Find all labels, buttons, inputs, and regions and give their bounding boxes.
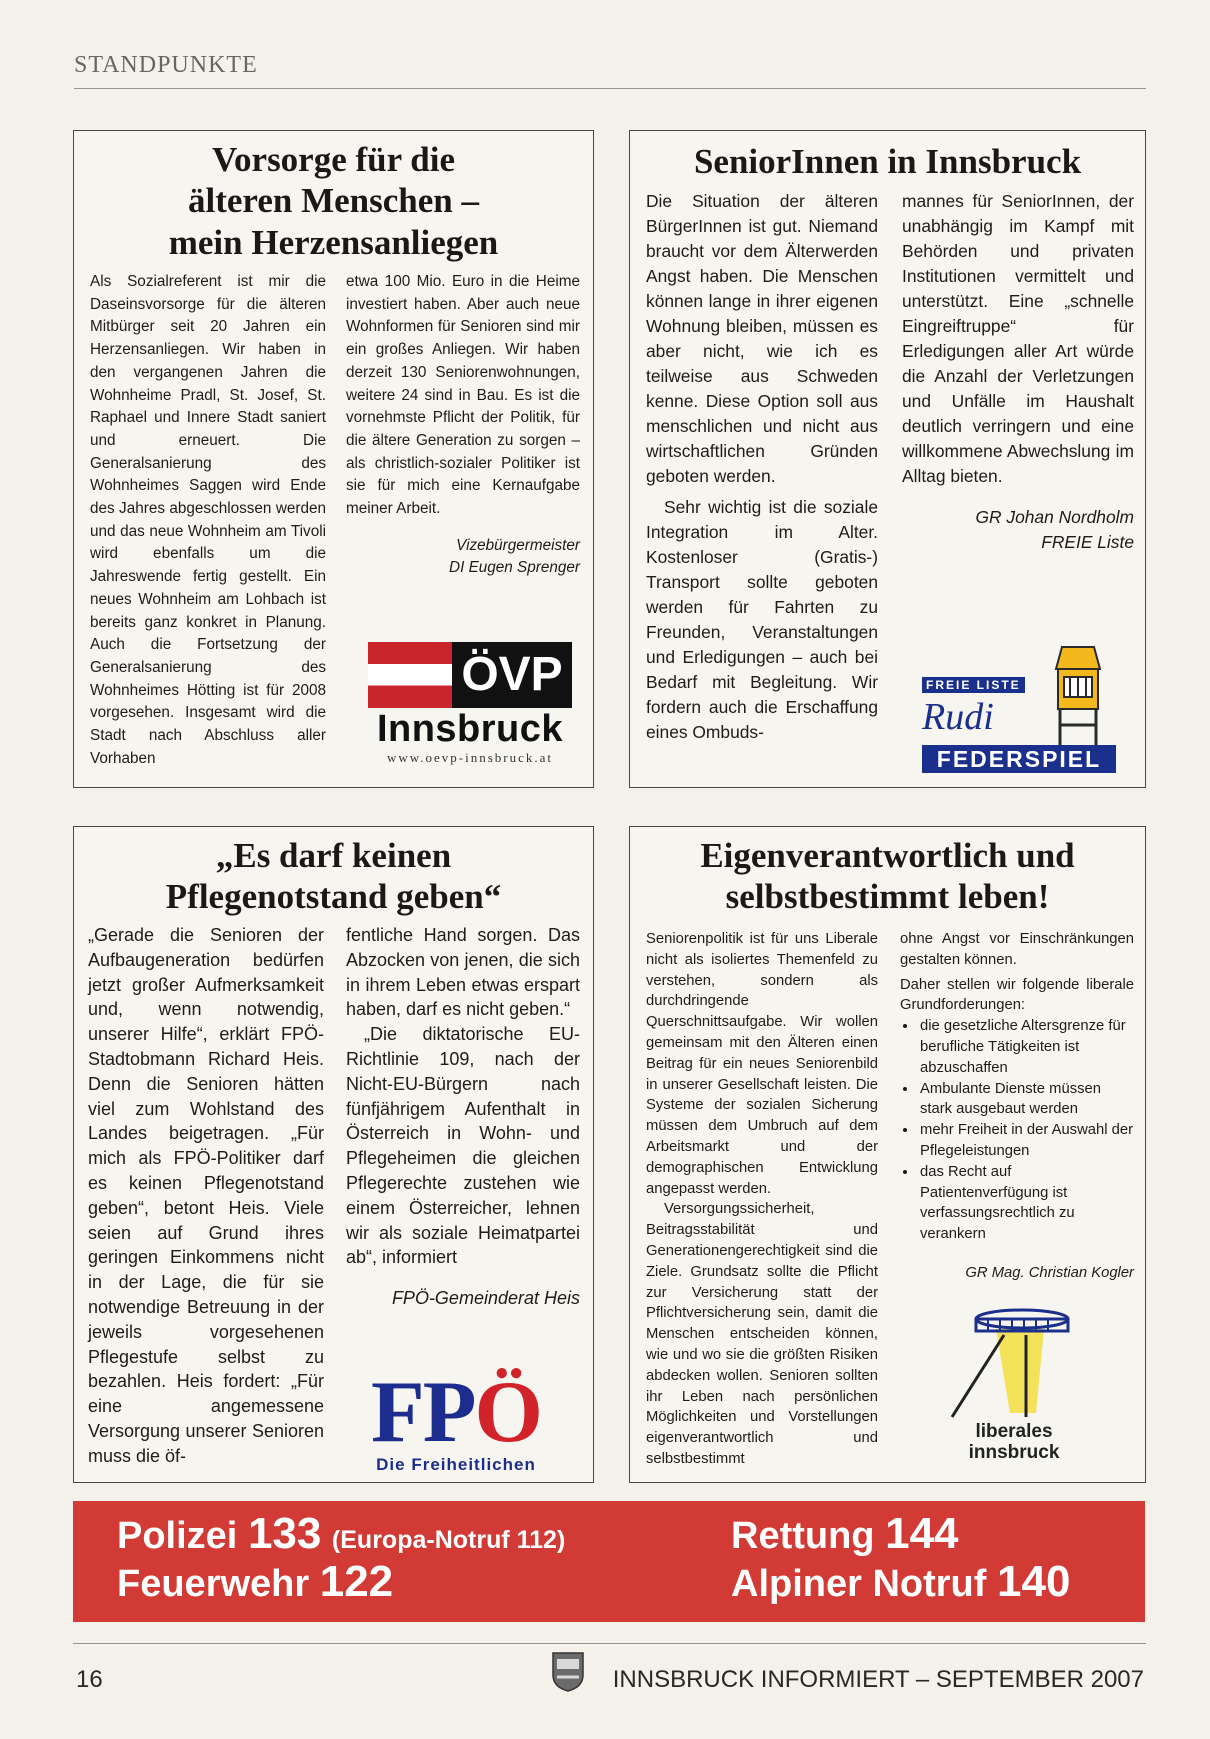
austrian-flag-icon bbox=[368, 642, 452, 708]
fpo-logo: FPÖ Die Freiheitlichen bbox=[371, 1364, 541, 1474]
list-item: • die gesetzliche Altersgrenze für berufliche Tätigkeiten ist abzuschaffen bbox=[918, 1016, 1134, 1078]
article-fpo-column-2: fentliche Hand sorgen. Das Abzocken von jenen, die sich in ihrem Leben etwas erspart haben, darf es nicht geben.“ „Die diktatorische EU-Richtlinie 109, nach der Nicht-EU-Bürgern nach fünfjährigem Aufenthalt in Österreich in Wohn- und Pflegeheimen die gleichen Pflegerechte zustehen wie einem Österreicher, lehnen wir als soziale Heimatpartei ab“, informiert FPÖ-Gemeinderat Heis bbox=[346, 923, 580, 1311]
article-freie-column-2: mannes für SeniorInnen, der unabhängig im Kampf mit Behörden und privaten Institutionen vermittelt und unterstützt. Eine „schnelle Eingreiftruppe“ für Erledigungen aller Art würde die Anzahl der Verletzungen und Unfälle im Haushalt deutlich verringern und eine willkommene Abwechslung im Alltag bieten. GR Johan Nordholm FREIE Liste bbox=[902, 189, 1134, 555]
article-freie bbox=[629, 130, 1146, 788]
article-liberal-column-2: ohne Angst vor Einschränkungen gestalten können. Daher stellen wir folgende liberale Grundforderungen: • die gesetzliche Altersgrenze für berufliche Tätigkeiten ist abzuschaffen • Ambulante Dienste müssen stark ausgebaut werden • mehr Freiheit in der Auswahl der Pflegeleistungen • das Recht auf Patientenverfügung ist verfassungsrechtlich zu verankern GR Mag. Christian Kogler bbox=[900, 929, 1134, 1284]
emergency-polizei: Polizei 133 (Europa-Notruf 112) bbox=[117, 1509, 566, 1558]
article-freie-column-1: Die Situation der älteren BürgerInnen ist gut. Niemand braucht vor dem Älterwerden Angst haben. Die Menschen können lange in ihrer eigenen Wohnung bleiben, müssen es aber nicht, wie ich es teilweise aus Schweden kenne. Diese Option soll aus menschlichen und nicht aus wirtschaftlichen Gründen geboten werden. Sehr wichtig ist die soziale Integration im Alter. Kostenloser (Gratis-) Transport sollte geboten werden für Fahrten zu Freunden, Veranstaltungen und Erledigungen – auch bei Bedarf mit Begleitung. Wir fordern auch die Erschaffung eines Ombuds- bbox=[646, 191, 878, 742]
publication-title: INNSBRUCK INFORMIERT – SEPTEMBER 2007 bbox=[612, 1666, 1144, 1693]
list-item: • Ambulante Dienste müssen stark ausgebaut werden bbox=[918, 1079, 1134, 1121]
city-crest-icon bbox=[551, 1651, 585, 1693]
article-fpo-title: „Es darf keinen Pflegenotstand geben“ bbox=[165, 836, 502, 917]
section-heading: STANDPUNKTE bbox=[74, 52, 258, 78]
article-liberal bbox=[629, 826, 1146, 1483]
article-freie-signature: GR Johan Nordholm FREIE Liste bbox=[975, 507, 1134, 552]
freie-liste-logo: FREIE LISTE Rudi FEDERSPIEL bbox=[922, 641, 1116, 771]
article-liberal-signature: GR Mag. Christian Kogler bbox=[965, 1264, 1134, 1281]
article-liberal-title: Eigenverantwortlich und selbstbestimmt leben! bbox=[700, 836, 1075, 917]
article-fpo bbox=[73, 826, 594, 1483]
article-liberal-column-1: Seniorenpolitik ist für uns Liberale nicht als isoliertes Themenfeld zu verstehen, sondern als durchdringende Querschnittsaufgabe. Wir wollen gemeinsam mit den Älteren einen Beitrag für ein neues Seniorenbild in unserer Gesellschaft leisten. Die Systeme der sozialen Sicherung müssen dem Umbruch auf dem Arbeitsmarkt und der demographischen Entwicklung angepasst werden. Versorgungssicherheit, Beitragsstabilität und Generationengerechtigkeit sind die Ziele. Grundsatz sollte die Pflicht zur Versicherung statt der Pflichtversicherung sein, damit die Menschen entscheiden können, wie und wo sie die größten Risiken abdecken wollen. Senioren sollten ihr Leben nach persönlichen Möglichkeiten und Vorstellungen eigenverantwortlich und selbstbestimmt bbox=[646, 931, 878, 1467]
header-rule bbox=[74, 88, 1146, 89]
house-icon bbox=[1048, 641, 1108, 749]
article-ovp-column-1: Als Sozialreferent ist mir die Daseinsvorsorge für die älteren Mitbürger seit 20 Jahren ein Herzensanliegen. Wir haben in den vergangenen Jahren die Wohnheime Pradl, St. Josef, St. Raphael und Innere Stadt saniert und erneuert. Die Generalsanierung des Wohnheimes Saggen wird Ende des Jahres abgeschlossen werden und das neue Wohnheim am Tivoli wird ebenfalls um die Jahreswende fertig gestellt. Ein neues Wohnheim am Lohbach ist bereits ganz konkret in Planung. Auch die Fortsetzung der Generalsanierung des Wohnheimes Hötting ist für 2008 vorgesehen. Insgesamt wird die Stadt nach Abschluss aller Vorhaben bbox=[90, 273, 326, 767]
footer-rule bbox=[73, 1643, 1146, 1644]
article-ovp-column-2: etwa 100 Mio. Euro in die Heime investiert haben. Aber auch neue Wohnformen für Senioren sind mir ein großes Anliegen. Wir haben derzeit 130 Seniorenwohnungen, weitere 24 sind in Bau. Es ist die vornehmste Pflicht der Politik, für die ältere Generation zu sorgen – als christlich-sozialer Politiker ist sie für mich eine Kernaufgabe meiner Arbeit. Vizebürgermeister DI Eugen Sprenger bbox=[346, 271, 580, 580]
tower-icon bbox=[944, 1305, 1084, 1421]
emergency-numbers-banner bbox=[73, 1501, 1145, 1622]
emergency-feuerwehr: Feuerwehr 122 bbox=[117, 1557, 394, 1606]
page-number: 16 bbox=[76, 1666, 103, 1693]
article-ovp bbox=[73, 130, 594, 788]
article-ovp-title: Vorsorge für die älteren Menschen – mein Herzensanliegen bbox=[168, 140, 499, 262]
article-ovp-signature: Vizebürgermeister DI Eugen Sprenger bbox=[449, 536, 580, 577]
article-fpo-column-1: „Gerade die Senioren der Aufbaugeneration bedürfen jetzt großer Aufmerksamkeit und, wenn notwendig, unserer Hilfe“, erklärt FPÖ-Stadtobmann Richard Heis. Denn die Senioren hätten viel zum Wohlstand des Landes beigetragen. „Für mich als FPÖ-Politiker darf es keinen Pflegenotstand geben“, betont Heis. Viele seien auf Grund ihres geringen Einkommens nicht in der Lage, die für sie notwendige Betreuung in der jeweils vorgesehenen Pflegestufe selbst zu bezahlen. Heis fordert: „Für eine angemessene Versorgung unserer Senioren muss die öf- bbox=[88, 925, 324, 1466]
ovp-logo: ÖVP Innsbruck www.oevp-innsbruck.at bbox=[368, 642, 572, 766]
liberales-innsbruck-logo: liberales innsbruck bbox=[944, 1305, 1084, 1475]
emergency-alpin: Alpiner Notruf 140 bbox=[731, 1557, 1071, 1606]
list-item: • das Recht auf Patientenverfügung ist verfassungsrechtlich zu verankern bbox=[918, 1162, 1134, 1245]
emergency-rettung: Rettung 144 bbox=[731, 1509, 959, 1558]
article-freie-title: SeniorInnen in Innsbruck bbox=[693, 142, 1082, 181]
list-item: • mehr Freiheit in der Auswahl der Pflegeleistungen bbox=[918, 1120, 1134, 1162]
article-fpo-signature: FPÖ-Gemeinderat Heis bbox=[391, 1288, 580, 1309]
demands-list bbox=[900, 1016, 1134, 1245]
